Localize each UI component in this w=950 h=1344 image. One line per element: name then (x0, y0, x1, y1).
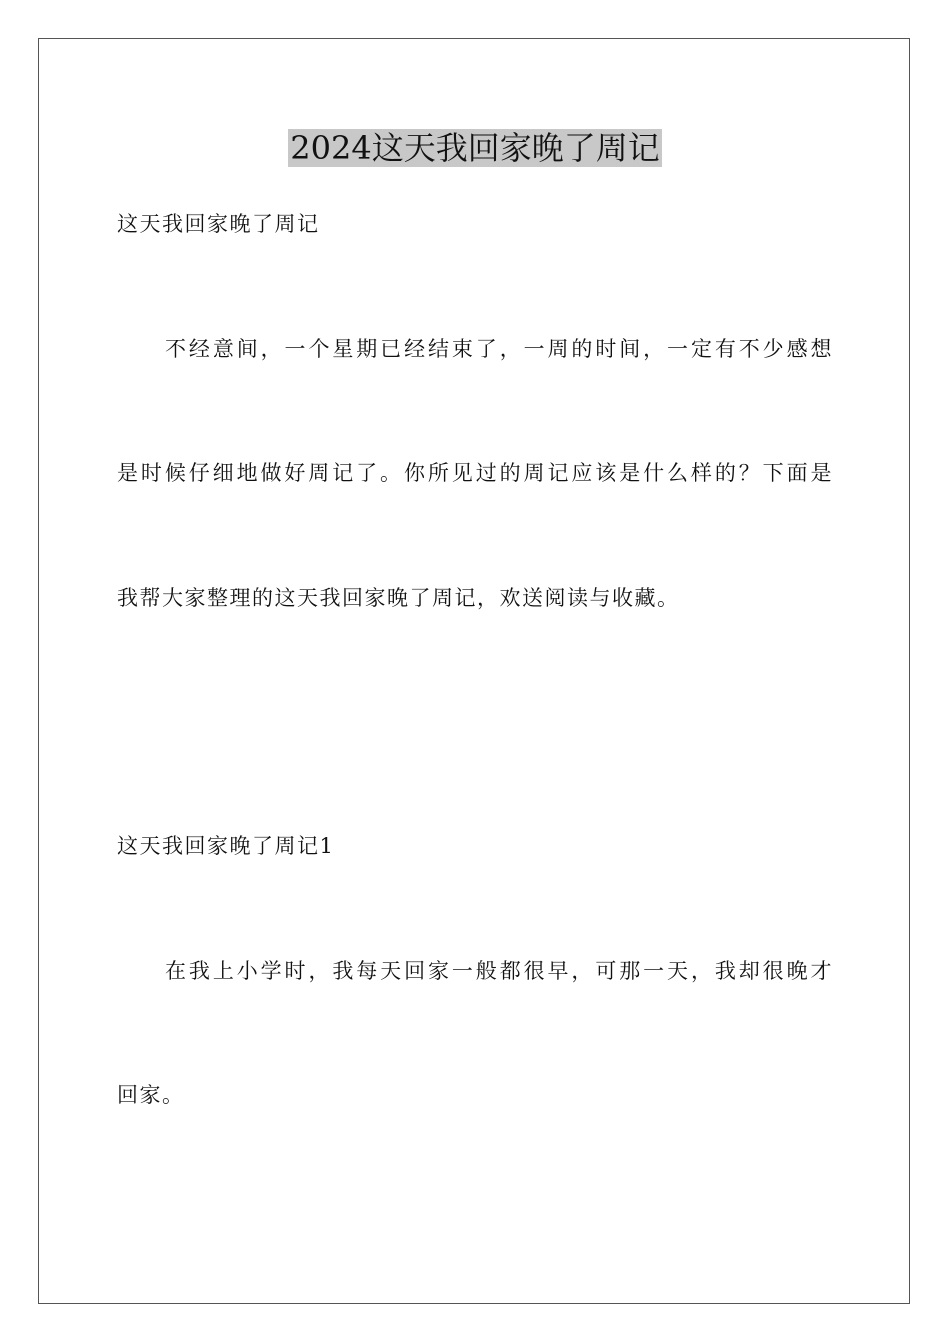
document-subtitle: 这天我回家晚了周记 (117, 212, 320, 236)
document-title (0, 128, 950, 168)
section-heading: 这天我回家晚了周记1 (117, 834, 335, 858)
document-title-text: 2024这天我回家晚了周记 (290, 129, 660, 167)
intro-paragraph-line-2: 是时候仔细地做好周记了。你所见过的周记应该是什么样的？下面是 (117, 461, 833, 485)
intro-paragraph-line-3: 我帮大家整理的这天我回家晚了周记，欢送阅读与收藏。 (117, 586, 680, 610)
section-paragraph-line-1: 在我上小学时，我每天回家一般都很早，可那一天，我却很晚才 (165, 959, 833, 983)
intro-paragraph-line-1: 不经意间，一个星期已经结束了，一周的时间，一定有不少感想 (165, 337, 833, 361)
section-paragraph-line-2: 回家。 (117, 1083, 185, 1107)
